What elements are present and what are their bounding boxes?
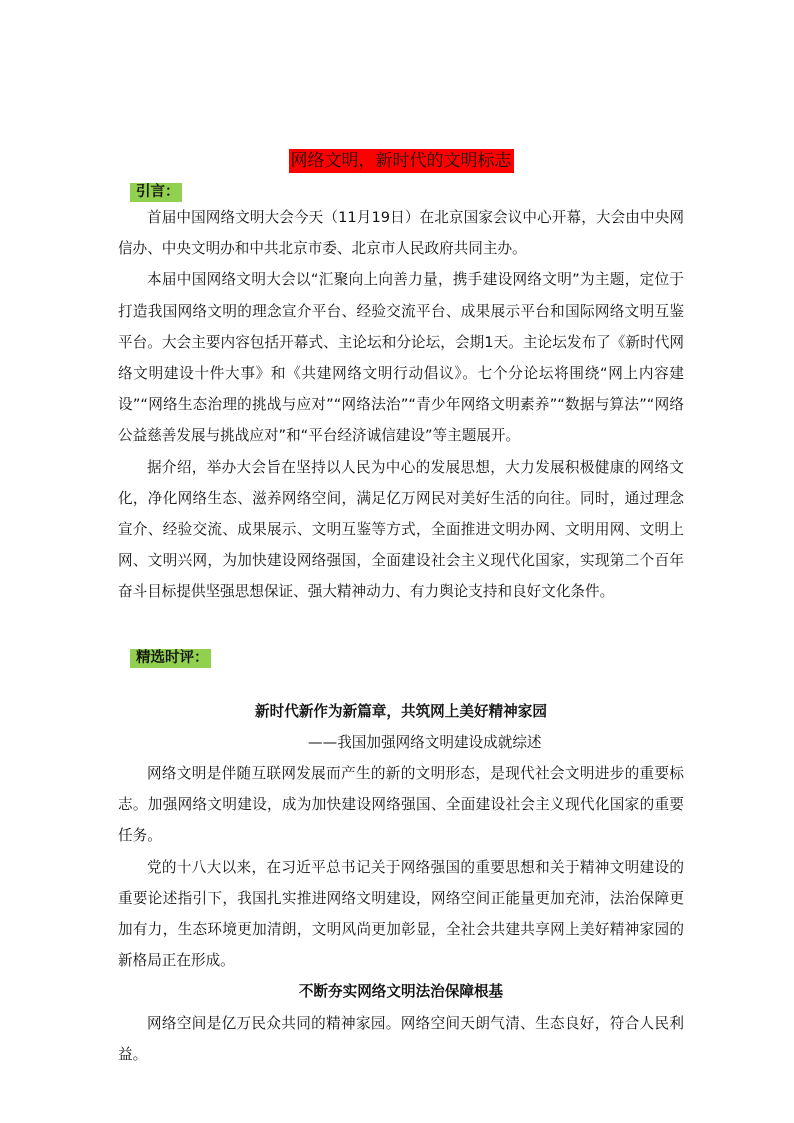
intro-label-row (118, 176, 684, 202)
review-label-row (118, 642, 684, 668)
spacer (118, 668, 684, 696)
title-row (118, 146, 684, 176)
article-subtitle: ——我国加强网络文明建设成就综述 (308, 733, 542, 751)
article-title: 新时代新作为新篇章，共筑网上美好精神家园 (255, 702, 547, 720)
intro-paragraph-2: 本届中国网络文明大会以“汇聚向上向善力量，携手建设网络文明”为主题，定位于打造我国网络文明的理念宣介平台、经验交流平台、成果展示平台和国际网络文明互鉴平台。大会主要内容包括开幕式、主论坛和分论坛，会期1天。主论坛发布了《新时代网络文明建设十件大事》和《共建网络文明行动倡议》。七个分论坛将围绕“网上内容建设”“网络生态治理的挑战与应对”“网络法治”“青少年网络文明素养”“数据与算法”“网络公益慈善发展与挑战应对”和“平台经济诚信建设”等主题展开。 (118, 271, 684, 445)
document-title: 网络文明，新时代的文明标志 (290, 151, 512, 171)
intro-paragraph-1: 首届中国网络文明大会今天（11月19日）在北京国家会议中心开幕，大会由中央网信办、中央文明办和中共北京市委、北京市人民政府共同主办。 (118, 209, 684, 258)
document-body (118, 146, 684, 1070)
section-heading: 不断夯实网络文明法治保障根基 (298, 983, 504, 1001)
spacer (118, 608, 684, 642)
intro-paragraph-3: 据介绍，举办大会旨在坚持以人民为中心的发展思想，大力发展积极健康的网络文化，净化网络生态、滋养网络空间，满足亿万网民对美好生活的向往。同时，通过理念宣介、经验交流、成果展示、文明互鉴等方式，全面推进文明办网、文明用网、文明上网、文明兴网，为加快建设网络强国，全面建设社会主义现代化国家，实现第二个百年奋斗目标提供坚强思想保证、强大精神动力、有力舆论支持和良好文化条件。 (118, 458, 684, 601)
intro-label: 引言： (130, 183, 182, 202)
review-paragraph-2: 党的十八大以来，在习近平总书记关于网络强国的重要思想和关于精神文明建设的重要论述指引下，我国扎实推进网络文明建设，网络空间正能量更加充沛，法治保障更加有力，生态环境更加清朗，文明风尚更加彰显，全社会共建共享网上美好精神家园的新格局正在形成。 (118, 858, 684, 970)
review-label: 精选时评： (130, 649, 211, 668)
review-paragraph-1: 网络文明是伴随互联网发展而产生的新的文明形态，是现代社会文明进步的重要标志。加强网络文明建设，成为加快建设网络强国、全面建设社会主义现代化国家的重要任务。 (118, 765, 684, 845)
section-paragraph: 网络空间是亿万民众共同的精神家园。网络空间天朗气清、生态良好，符合人民利益。 (118, 1014, 684, 1063)
